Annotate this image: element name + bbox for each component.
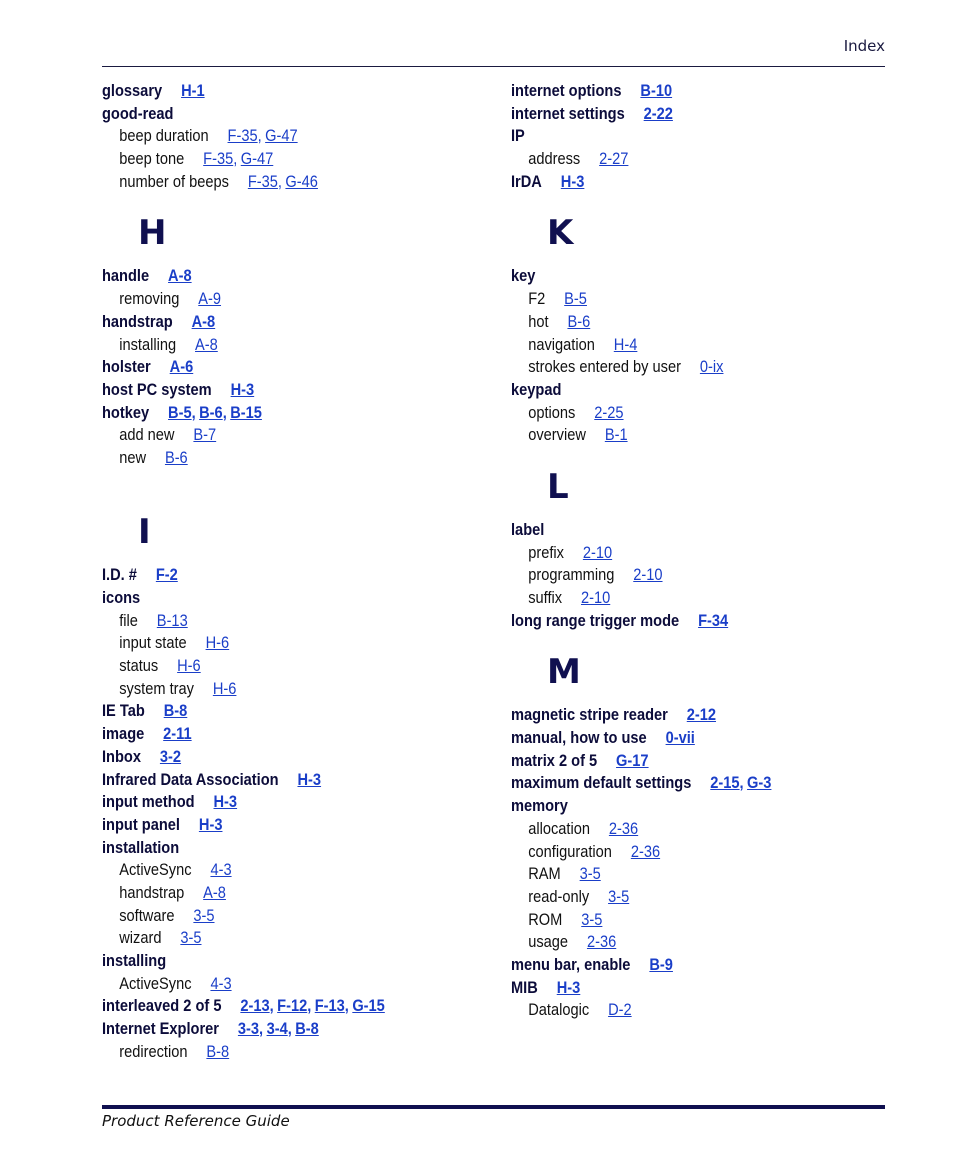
index-subentry [102, 171, 429, 194]
index-entry [102, 265, 429, 288]
index-entry [102, 80, 429, 103]
page-reference-link[interactable]: 3-5 [581, 909, 603, 929]
index-term: keypad [511, 379, 562, 399]
page-reference-link[interactable]: 0-ix [699, 357, 724, 377]
reference-separator: , [307, 996, 312, 1016]
index-entry [102, 995, 429, 1018]
index-term: read-only [528, 886, 590, 906]
page-reference-link[interactable]: 2-10 [582, 542, 613, 562]
page-reference-link[interactable]: H-3 [213, 792, 238, 812]
page-reference-link[interactable]: 3-5 [193, 905, 215, 925]
index-term: internet settings [511, 103, 625, 123]
page-reference-link[interactable]: 3-4 [266, 1019, 288, 1039]
index-term: internet options [511, 81, 622, 100]
index-term: RAM [528, 864, 561, 884]
index-entry [102, 1018, 429, 1041]
index-term: glossary [102, 81, 163, 100]
index-term: installation [102, 837, 180, 857]
reference-separator: , [287, 1019, 292, 1039]
index-subentry [102, 882, 429, 905]
index-term: handstrap [119, 882, 185, 902]
page-reference-link[interactable]: B-10 [640, 81, 673, 100]
reference-separator: , [269, 996, 274, 1016]
page-reference-link[interactable]: B-6 [567, 311, 591, 331]
page-reference-link[interactable]: 3-5 [180, 928, 202, 948]
page-reference-link[interactable]: A-8 [191, 311, 216, 331]
index-term: prefix [528, 542, 564, 562]
page-reference-link[interactable]: G-15 [352, 996, 385, 1016]
index-term: usage [528, 932, 569, 952]
page-reference-link[interactable]: 3-2 [159, 746, 182, 766]
index-entry [511, 727, 838, 750]
page-reference-link[interactable]: G-47 [265, 126, 298, 146]
page-reference-link[interactable]: 3-5 [608, 886, 630, 906]
index-term: status [119, 656, 159, 676]
index-subentry [102, 610, 429, 633]
page-reference-link[interactable]: B-7 [193, 425, 217, 445]
page-reference-link[interactable]: 2-36 [586, 932, 617, 952]
index-term: long range trigger mode [511, 610, 680, 630]
page-reference-link[interactable]: H-3 [297, 769, 322, 789]
index-term: redirection [119, 1041, 188, 1061]
index-term: icons [102, 588, 141, 607]
index-subentry [511, 542, 838, 565]
index-term: overview [528, 425, 586, 445]
page-reference-link[interactable]: 2-10 [633, 565, 663, 585]
index-term: hotkey [102, 402, 150, 422]
index-entry [102, 700, 429, 723]
page-reference-link[interactable]: 2-10 [580, 588, 611, 607]
index-term: input state [119, 633, 187, 653]
section-letter-heading: L [547, 466, 569, 507]
index-subentry [511, 841, 838, 864]
page-reference-link[interactable]: B-1 [604, 425, 628, 445]
index-entry [511, 750, 838, 773]
index-subentry [511, 311, 838, 334]
page-reference-link[interactable]: D-2 [608, 1000, 632, 1020]
page-reference-link[interactable]: A-9 [198, 289, 222, 309]
index-term: allocation [528, 818, 590, 838]
index-term: hot [528, 311, 549, 331]
page-reference-link[interactable]: B-6 [199, 402, 223, 422]
index-subentry [511, 863, 838, 886]
index-entry [102, 746, 429, 769]
index-term: IP [511, 126, 525, 146]
index-term: programming [528, 565, 615, 585]
page-reference-link[interactable]: B-5 [168, 402, 192, 422]
index-subentry [102, 905, 429, 928]
index-term: wizard [119, 928, 162, 948]
reference-separator: , [344, 996, 349, 1016]
index-term: address [528, 149, 581, 169]
index-subentry [102, 125, 429, 148]
index-entry [102, 791, 429, 814]
page-reference-link[interactable]: 4-3 [210, 973, 232, 993]
section-spacer [102, 470, 482, 493]
page-reference-link[interactable]: B-9 [649, 954, 673, 974]
page-reference-link[interactable]: A-8 [168, 266, 192, 286]
section-letter-heading: K [547, 213, 574, 254]
index-term: beep tone [119, 149, 185, 169]
page-reference-link[interactable]: H-3 [560, 171, 585, 191]
page-reference-link[interactable]: 2-11 [163, 724, 192, 744]
page-reference-link[interactable]: H-3 [198, 814, 223, 834]
index-term: input method [102, 792, 195, 812]
index-subentry [511, 909, 838, 932]
index-subentry [102, 927, 429, 950]
index-term: beep duration [119, 126, 209, 146]
reference-separator: , [739, 773, 744, 793]
index-entry [511, 265, 838, 288]
footer-guide-title: Product Reference Guide [102, 1112, 290, 1130]
index-term: configuration [528, 841, 612, 861]
index-subentry [511, 999, 838, 1022]
page-reference-link[interactable]: G-47 [240, 149, 274, 169]
index-entry [511, 80, 838, 103]
index-term: add new [119, 425, 175, 445]
index-subentry [102, 424, 429, 447]
index-term: handle [102, 266, 150, 286]
reference-separator: , [277, 171, 282, 191]
index-subentry [511, 931, 838, 954]
index-entry [102, 723, 429, 746]
index-term: good-read [102, 103, 174, 123]
index-term: Datalogic [528, 1000, 590, 1020]
index-term: removing [119, 289, 180, 309]
index-term: label [511, 519, 545, 539]
index-term: ROM [528, 909, 563, 929]
index-subentry [102, 973, 429, 996]
index-entry [511, 772, 838, 795]
index-subentry [102, 1041, 429, 1064]
index-entry [102, 379, 429, 402]
section-letter-heading: I [138, 512, 151, 553]
page-reference-link[interactable]: 2-36 [630, 841, 661, 861]
page-reference-link[interactable]: B-5 [564, 289, 587, 309]
index-term: IrDA [511, 171, 542, 191]
index-column-left [102, 80, 482, 1063]
section-letter-heading: M [547, 652, 581, 693]
index-subentry [511, 424, 838, 447]
index-term: handstrap [102, 311, 173, 331]
index-term: installing [119, 334, 177, 354]
reference-separator: , [233, 149, 238, 169]
index-term: input panel [102, 814, 180, 834]
page-reference-link[interactable]: B-8 [163, 701, 188, 721]
index-subentry [511, 288, 838, 311]
index-term: file [119, 610, 138, 630]
index-subentry [102, 859, 429, 882]
page-reference-link[interactable]: 3-3 [237, 1019, 260, 1039]
page-reference-link[interactable]: 2-13 [240, 996, 270, 1016]
index-subentry [511, 334, 838, 357]
index-entry [102, 103, 429, 126]
index-entry [102, 837, 429, 860]
index-entry [511, 977, 838, 1000]
index-entry [102, 769, 429, 792]
index-term: Inbox [102, 746, 141, 766]
page-reference-link[interactable]: F-2 [155, 565, 178, 585]
index-term: suffix [528, 588, 563, 607]
index-entry [511, 171, 838, 194]
index-subentry [511, 402, 838, 425]
index-subentry [511, 818, 838, 841]
index-entry [511, 954, 838, 977]
index-term: strokes entered by user [528, 357, 681, 377]
page-reference-link[interactable]: F-35 [227, 126, 258, 146]
index-term: image [102, 724, 145, 744]
header-rule [102, 66, 885, 67]
page-reference-link[interactable]: 2-22 [643, 103, 673, 123]
index-term: I.D. # [102, 565, 137, 585]
footer-rule [102, 1105, 885, 1109]
index-subentry [511, 886, 838, 909]
index-term: matrix 2 of 5 [511, 750, 598, 770]
page-reference-link[interactable]: F-12 [277, 996, 308, 1016]
page-reference-link[interactable]: B-8 [206, 1041, 230, 1061]
index-entry [511, 103, 838, 126]
page-reference-link[interactable]: G-17 [616, 750, 649, 770]
page-reference-link[interactable]: B-6 [164, 447, 188, 467]
page-reference-link[interactable]: G-46 [285, 171, 318, 191]
page-reference-link[interactable]: 2-25 [594, 402, 624, 422]
page-reference-link[interactable]: A-8 [203, 882, 226, 902]
page-reference-link[interactable]: 0-vii [665, 728, 695, 748]
page-reference-link[interactable]: B-15 [230, 402, 262, 422]
index-subentry [102, 678, 429, 701]
index-subentry [511, 148, 838, 171]
index-term: software [119, 905, 175, 925]
page-reference-link[interactable]: H-6 [205, 633, 230, 653]
index-term: new [119, 447, 147, 467]
page-reference-link[interactable]: H-3 [556, 977, 581, 997]
page-reference-link[interactable]: H-1 [181, 81, 205, 100]
index-term: manual, how to use [511, 728, 647, 748]
reference-separator: , [191, 402, 196, 422]
page-reference-link[interactable]: H-6 [212, 678, 237, 698]
page-reference-link[interactable]: 2-36 [608, 818, 639, 838]
index-term: F2 [528, 289, 546, 309]
index-entry [102, 950, 429, 973]
index-entry [102, 814, 429, 837]
index-term: ActiveSync [119, 973, 192, 993]
page-reference-link[interactable]: H-3 [230, 379, 255, 399]
section-letter-heading: H [138, 213, 167, 254]
index-term: maximum default settings [511, 773, 692, 793]
index-entry [102, 564, 429, 587]
index-subentry [102, 632, 429, 655]
page-reference-link[interactable]: 4-3 [210, 860, 232, 880]
page-reference-link[interactable]: 2-15 [710, 773, 740, 793]
index-subentry [102, 288, 429, 311]
index-term: installing [102, 951, 167, 970]
index-term: options [528, 402, 576, 422]
index-term: host PC system [102, 379, 212, 399]
index-term: memory [511, 796, 568, 816]
index-term: magnetic stripe reader [511, 705, 668, 725]
index-term: IE Tab [102, 701, 145, 721]
running-header-label: Index [843, 37, 885, 55]
index-entry [511, 519, 838, 542]
index-column-right [511, 80, 891, 1022]
index-entry [102, 356, 429, 379]
index-subentry [102, 447, 429, 470]
page-reference-link[interactable]: F-35 [203, 149, 234, 169]
index-term: interleaved 2 of 5 [102, 996, 222, 1016]
page-reference-link[interactable]: H-6 [177, 656, 201, 676]
reference-separator: , [257, 126, 262, 146]
index-subentry [511, 564, 838, 587]
page-reference-link[interactable]: F-35 [247, 171, 278, 191]
page-reference-link[interactable]: B-8 [295, 1019, 319, 1039]
reference-separator: , [259, 1019, 264, 1039]
index-term: holster [102, 357, 151, 377]
page-reference-link[interactable]: F-34 [698, 610, 729, 630]
page-reference-link[interactable]: 2-12 [686, 705, 717, 725]
index-term: system tray [119, 678, 194, 698]
index-term: MIB [511, 977, 538, 997]
page-reference-link[interactable]: A-8 [195, 334, 218, 354]
page-reference-link[interactable]: H-4 [613, 334, 638, 354]
page-reference-link[interactable]: F-13 [314, 996, 345, 1016]
page-reference-link[interactable]: 3-5 [579, 864, 601, 884]
index-term: key [511, 266, 536, 286]
index-subentry [511, 587, 838, 610]
index-entry [511, 125, 838, 148]
index-term: ActiveSync [119, 860, 192, 880]
index-subentry [511, 356, 838, 379]
index-entry [511, 379, 838, 402]
reference-separator: , [222, 402, 227, 422]
index-entry [102, 402, 429, 425]
page-reference-link[interactable]: A-6 [169, 357, 194, 377]
index-entry [511, 795, 838, 818]
page-reference-link[interactable]: G-3 [747, 773, 772, 793]
index-entry [102, 587, 429, 610]
index-entry [511, 610, 838, 633]
index-entry [102, 311, 429, 334]
page-reference-link[interactable]: B-13 [156, 610, 188, 630]
index-term: number of beeps [119, 171, 229, 191]
index-subentry [102, 655, 429, 678]
index-term: menu bar, enable [511, 954, 631, 974]
index-term: Internet Explorer [102, 1019, 220, 1039]
index-subentry [102, 148, 429, 171]
index-term: Infrared Data Association [102, 769, 279, 789]
index-subentry [102, 334, 429, 357]
index-term: navigation [528, 334, 595, 354]
index-entry [511, 704, 838, 727]
page-reference-link[interactable]: 2-27 [599, 149, 629, 169]
